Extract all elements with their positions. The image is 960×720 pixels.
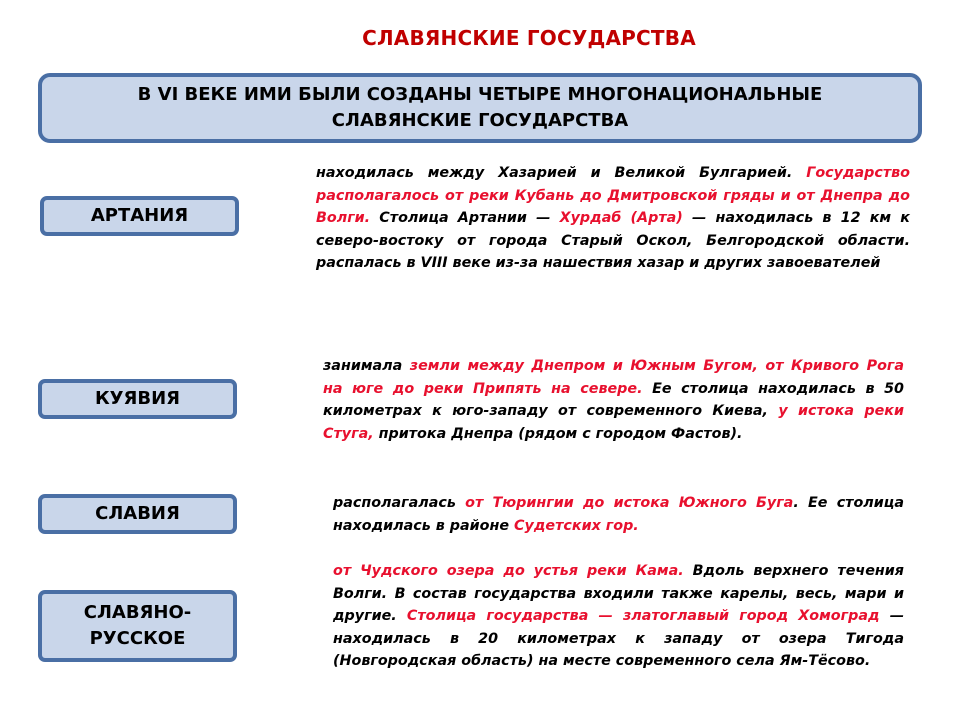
desc-highlight: у истока реки Стуга, (323, 403, 904, 442)
state-label-slavyano-russkoe (38, 590, 237, 662)
desc-text: притока Днепра (рядом с городом Фастов). (373, 425, 743, 442)
state-description-slavia (333, 492, 904, 537)
state-label-slavia (38, 494, 237, 534)
desc-highlight: Государство располагалось от реки Кубань до Дмитровской гряды и от Днепра до Волги. (316, 165, 910, 226)
state-label-artania (40, 196, 239, 236)
page-title: СЛАВЯНСКИЕ ГОСУДАРСТВА (362, 26, 696, 50)
desc-highlight: от Тюрингии до истока Южного Буга (465, 495, 794, 511)
desc-text: . Ее столица находилась в районе (333, 495, 905, 534)
state-name: АРТАНИЯ (90, 205, 189, 226)
state-name-line-2: РУССКОЕ (89, 628, 186, 649)
desc-highlight: Столица государства — златоглавый город Хомоград (406, 608, 880, 624)
desc-text: Ее столица находилась в 50 километрах к юго-западу от современного Киева, (323, 380, 904, 419)
banner-line-1: В VI ВЕКЕ ИМИ БЫЛИ СОЗДАНЫ ЧЕТЫРЕ МНОГОНАЦИОНАЛЬНЫЕ (137, 84, 823, 105)
desc-text: находилась между Хазарией и Великой Булгарией. (316, 165, 807, 181)
state-description-slavyano-russkoe (333, 560, 904, 673)
desc-highlight: от Чудского озера до устья реки Кама. (333, 563, 684, 579)
desc-highlight: Хурдаб (Арта) (559, 210, 683, 226)
state-name: СЛАВИЯ (95, 503, 180, 524)
desc-text: Столица Артании — (370, 210, 560, 226)
state-label-kuyavia (38, 379, 237, 419)
desc-text: Вдоль верхнего течения Волги. В состав государства входили также карелы, весь, мари и другие. (333, 563, 904, 624)
state-description-artania (316, 162, 910, 275)
desc-highlight: Судетских гор. (514, 517, 639, 534)
state-description-kuyavia (323, 355, 904, 445)
desc-text: — находилась в 12 км к северо-востоку от города Старый Оскол, Белгородской области. распалась в VIII веке из-за нашествия хазар и других завоевателей (316, 210, 910, 271)
desc-text: располагалась (333, 495, 466, 511)
banner-line-2: СЛАВЯНСКИЕ ГОСУДАРСТВА (331, 110, 629, 131)
state-name-line-1: СЛАВЯНО- (83, 602, 192, 623)
desc-text: занимала (323, 358, 410, 374)
desc-text: — находилась в 20 километрах к западу от озера Тигода (Новгородская область) на месте современного села Ям-Тёсово. (333, 608, 904, 669)
state-name: КУЯВИЯ (94, 388, 181, 409)
desc-highlight: земли между Днепром и Южным Бугом, от Кривого Рога на юге до реки Припять на севере. (323, 358, 905, 397)
intro-banner (38, 73, 922, 143)
